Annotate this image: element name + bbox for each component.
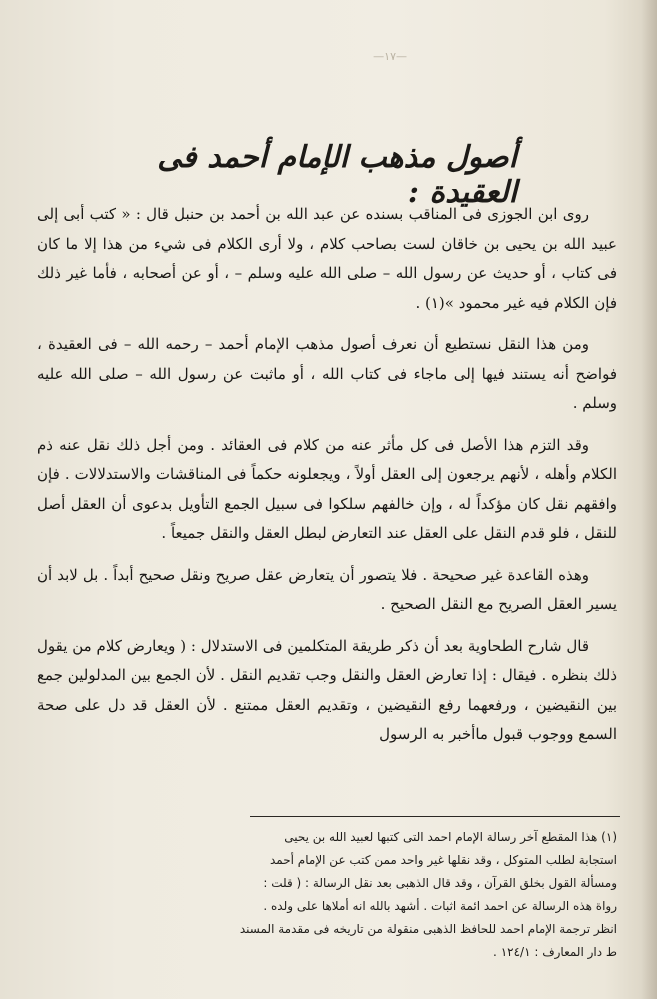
footnote-line: استجابة لطلب المتوكل ، وقد نقلها غير واحد ممن كتب عن الإمام أحمد (270, 853, 617, 867)
footnote-line: ط دار المعارف : ١٢٤/١ . (493, 945, 617, 959)
main-text (37, 200, 617, 760)
footnote-divider (250, 816, 620, 817)
footnote-line: (١) هذا المقطع آخر رسالة الإمام احمد التى كتبها لعبيد الله بن يحيى (284, 830, 617, 844)
footnote-line: ومسألة القول بخلق القرآن ، وقد قال الذهبى بعد نقل الرسالة : ( قلت : (263, 876, 617, 890)
paragraph-5: قال شارح الطحاوية بعد أن ذكر طريقة المتكلمين فى الاستدلال : ( ويعارض كلام من يقول ذلك بنظره . فيقال : إذا تعارض العقل والنقل وجب تقديم النقل . لأن الجمع بين المدلولين جمع بين النقيضين ، ورفعهما رفع النقيضين ، وتقديم العقل ممتنع . لأن العقل قد دل على صحة السمع ووجوب قبول ماأخبر به الرسول (37, 636, 617, 743)
section-title: أصول مذهب الإمام أحمد فى العقيدة : (157, 140, 517, 210)
page-edge-shadow (641, 0, 657, 999)
paragraph-3: وقد التزم هذا الأصل فى كل مأثر عنه من كلام فى العقائد . ومن أجل ذلك نقل عنه ذم الكلام وأهله ، لأنهم يرجعون إلى العقل أولاً ، ويجعلونه حكماً فى المناقشات والاستدلالات . فإن وافقهم نقل كان مؤكداً له ، وإن خالفهم سلكوا فى سبيل الجمع التأويل بدعوى أن العقل أصل للنقل ، فلو قدم النقل على العقل عند التعارض لبطل العقل والنقل جميعاً . (37, 435, 617, 542)
paragraph-2: ومن هذا النقل نستطيع أن نعرف أصول مذهب الإمام أحمد – رحمه الله – فى العقيدة ، فواضح أنه يستند فيها إلى ماجاء فى كتاب الله ، أو ماثبت عن رسول الله – صلى الله عليه وسلم . (37, 335, 617, 412)
footnote (27, 826, 617, 964)
page-number: —١٧— (373, 50, 407, 63)
paragraph-4: وهذه القاعدة غير صحيحة . فلا يتصور أن يتعارض عقل صريح ونقل صحيح أبداً . بل لابد أن يسير العقل الصريح مع النقل الصحيح . (37, 565, 617, 613)
paragraph-1: روى ابن الجوزى فى المناقب بسنده عن عبد الله بن أحمد بن حنبل قال : « كتب أبى إلى عبيد الله بن يحيى بن خاقان لست بصاحب كلام ، ولا أرى الكلام فى شيء من هذا إلا ما كان فى كتاب ، أو حديث عن رسول الله – صلى الله عليه وسلم – ، أو عن أصحابه ، فأما غير ذلك فإن الكلام فيه غير محمود »(١) . (37, 205, 617, 312)
footnote-line: انظر ترجمة الإمام احمد للحافظ الذهبى منقولة من تاريخه فى مقدمة المسند (239, 922, 617, 936)
footnote-line: رواة هذه الرسالة عن احمد ائمة اثبات . أشهد بالله انه أملاها على ولده . (263, 899, 617, 913)
